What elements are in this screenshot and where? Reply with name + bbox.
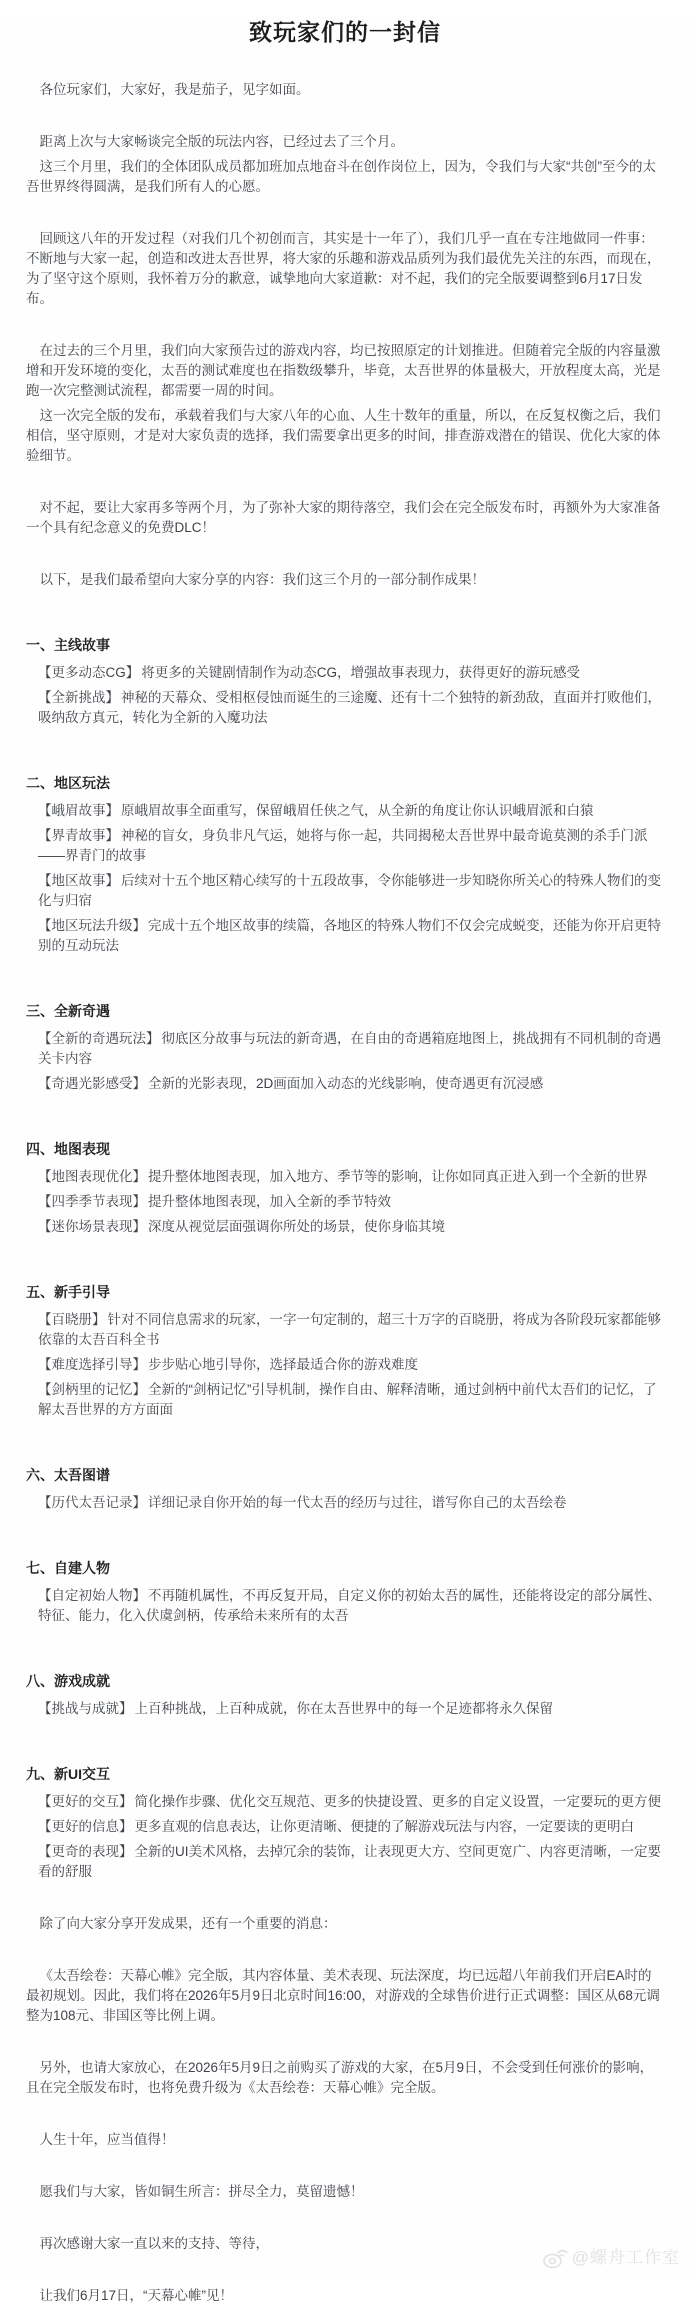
intro-paragraph: 在过去的三个月里，我们向大家预告过的游戏内容，均已按照原定的计划推进。但随着完全版的内容量激增和开发环境的变化，太吾的测试难度也在指数级攀升，毕竟，太吾世界的体量极大，开放程度太高，光是跑一次完整测试流程，都需要一周的时间。 [26,343,661,398]
feature-label: 【难度选择引导】 [38,1357,146,1372]
feature-desc: 步步贴心地引导你，选择最适合你的游戏难度 [148,1357,418,1372]
intro-paragraph: 各位玩家们，大家好，我是茄子，见字如面。 [39,82,310,97]
feature-desc: 彻底区分故事与玩法的新奇遇，在自由的奇遇箱庭地图上，挑战拥有不同机制的奇遇关卡内容 [38,1031,661,1066]
feature-item [38,1493,664,1513]
feature-desc: 将更多的关键剧情制作为动态CG，增强故事表现力，获得更好的游玩感受 [141,665,580,680]
letter-page [0,16,690,2303]
feature-item [38,916,664,956]
closing-paragraph: 另外，也请大家放心，在2026年5月9日之前购买了游戏的大家，在5月9日，不会受到任何涨价的影响，且在完全版发布时，也将免费升级为《太吾绘卷：天幕心帷》完全版。 [26,2060,654,2095]
feature-desc: 提升整体地图表现，加入全新的季节特效 [148,1194,391,1209]
feature-item [38,1029,664,1069]
feature-desc: 针对不同信息需求的玩家，一字一句定制的，超三十万字的百晓册，将成为各阶段玩家都能够依靠的太吾百科全书 [38,1312,661,1347]
feature-desc: 后续对十五个地区精心续写的十五段故事，令你能够进一步知晓你所关心的特殊人物们的变化与归宿 [38,873,661,908]
feature-item [38,1380,664,1420]
feature-item [38,1355,664,1375]
feature-item [38,1192,664,1212]
section-heading: 五、新手引导 [26,1284,110,1300]
feature-label: 【剑柄里的记忆】 [38,1382,146,1397]
feature-desc: 全新的UI美术风格，去掉冗余的装饰，让表现更大方、空间更宽广、内容更清晰，一定要看的舒服 [38,1844,661,1879]
closing-paragraph: 《太吾绘卷：天幕心帷》完全版，其内容体量、美术表现、玩法深度，均已远超八年前我们开启EA时的最初规划。因此，我们将在2026年5月9日北京时间16:00，对游戏的全球售价进行正式调整：国区从68元调整为108元、非国区等比例上调。 [26,1968,660,2023]
feature-item [38,1167,664,1187]
feature-item [38,1842,664,1882]
section-heading: 一、主线故事 [26,637,110,653]
feature-item [38,1586,664,1626]
feature-label: 【奇遇光影感受】 [38,1076,146,1091]
intro-paragraph: 以下，是我们最希望向大家分享的内容：我们这三个月的一部分制作成果！ [39,572,485,587]
feature-label: 【全新挑战】 [38,690,119,705]
feature-label: 【更好的信息】 [38,1819,133,1834]
feature-label: 【四季季节表现】 [38,1194,146,1209]
section-heading: 四、地图表现 [26,1141,110,1157]
section-new-ui [26,1764,664,1882]
feature-desc: 简化操作步骤、优化交互规范、更多的快捷设置、更多的自定义设置，一定要玩的更方便 [134,1794,661,1809]
weibo-icon [542,2247,572,2269]
section-region-gameplay [26,773,664,956]
feature-desc: 全新的光影表现，2D画面加入动态的光线影响，使奇遇更有沉浸感 [148,1076,544,1091]
closing-paragraph: 再次感谢大家一直以来的支持、等待， [39,2236,269,2251]
feature-label: 【界青故事】 [38,828,119,843]
intro-paragraph: 对不起，要让大家再多等两个月，为了弥补大家的期待落空，我们会在完全版发布时，再额外为大家准备一个具有纪念意义的免费DLC！ [26,500,661,535]
feature-item [38,1074,664,1094]
feature-desc: 神秘的盲女，身负非凡气运，她将与你一起，共同揭秘太吾世界中最奇诡莫测的杀手门派——界青门的故事 [38,828,648,863]
feature-label: 【自定初始人物】 [38,1588,146,1603]
section-heading: 六、太吾图谱 [26,1467,110,1483]
section-achievements [26,1671,664,1719]
feature-item [38,1310,664,1350]
feature-label: 【更好的交互】 [38,1794,133,1809]
section-newbie-guide [26,1282,664,1420]
section-main-story [26,635,664,728]
watermark [542,2247,680,2269]
feature-label: 【迷你场景表现】 [38,1219,146,1234]
feature-desc: 不再随机属性，不再反复开局，自定义你的初始太吾的属性，还能将设定的部分属性、特征、能力，化入伏虞剑柄，传承给未来所有的太吾 [38,1588,661,1623]
feature-item [38,1699,664,1719]
intro-paragraph: 这一次完全版的发布，承载着我们与大家八年的心血、人生十数年的重量，所以，在反复权衡之后，我们相信，坚守原则，才是对大家负责的选择，我们需要拿出更多的时间，排查游戏潜在的错误、优化大家的体验细节。 [26,408,661,463]
section-heading: 八、游戏成就 [26,1673,110,1689]
intro-paragraph: 距离上次与大家畅谈完全版的玩法内容，已经过去了三个月。 [39,134,404,149]
feature-label: 【峨眉故事】 [38,803,119,818]
feature-item [38,688,664,728]
feature-desc: 详细记录自你开始的每一代太吾的经历与过往，谱写你自己的太吾绘卷 [148,1495,567,1510]
section-taiwu-atlas [26,1465,664,1513]
feature-item [38,1817,664,1837]
feature-desc: 更多直观的信息表达，让你更清晰、便捷的了解游戏玩法与内容，一定要读的更明白 [134,1819,634,1834]
section-heading: 七、自建人物 [26,1560,110,1576]
letter-title: 致玩家们的一封信 [249,19,441,45]
closing-paragraph: 除了向大家分享开发成果，还有一个重要的消息： [39,1916,337,1931]
feature-item [38,1792,664,1812]
intro-paragraph: 回顾这八年的开发过程（对我们几个初创而言，其实是十一年了），我们几乎一直在专注地做同一件事：不断地与大家一起，创造和改进太吾世界，将大家的乐趣和游戏品质列为我们最优先关注的东西，而现在，为了坚守这个原则，我怀着万分的歉意，诚挚地向大家道歉：对不起，我们的完全版要调整到6月17日发布。 [26,231,661,306]
feature-desc: 神秘的天幕众、受相枢侵蚀而诞生的三途魔、还有十二个独特的新劲敌，直面并打败他们，吸纳敌方真元，转化为全新的入魔功法 [38,690,661,725]
watermark-text: @螺舟工作室 [571,2248,680,2267]
closing-paragraph: 人生十年，应当值得！ [39,2132,175,2147]
feature-item [38,826,664,866]
feature-item [38,871,664,911]
section-map-visuals [26,1139,664,1237]
feature-item [38,663,664,683]
feature-desc: 提升整体地图表现，加入地方、季节等的影响，让你如同真正进入到一个全新的世界 [148,1169,648,1184]
feature-label: 【全新的奇遇玩法】 [38,1031,160,1046]
feature-desc: 原峨眉故事全面重写，保留峨眉任侠之气，从全新的角度让你认识峨眉派和白猿 [121,803,594,818]
feature-label: 【更奇的表现】 [38,1844,133,1859]
section-heading: 九、新UI交互 [26,1766,110,1782]
feature-desc: 全新的“剑柄记忆”引导机制，操作自由、解释清晰，通过剑柄中前代太吾们的记忆，了解太吾世界的方方面面 [38,1382,657,1417]
feature-label: 【地区玩法升级】 [38,918,146,933]
feature-desc: 上百种挑战，上百种成就，你在太吾世界中的每一个足迹都将永久保留 [134,1701,553,1716]
feature-label: 【百晓册】 [38,1312,106,1327]
intro-paragraph: 这三个月里，我们的全体团队成员都加班加点地奋斗在创作岗位上，因为，令我们与大家“共创”至今的太吾世界终得圆满，是我们所有人的心愿。 [26,159,656,194]
section-heading: 二、地区玩法 [26,775,110,791]
closing-paragraph: 愿我们与大家，皆如铜生所言：拼尽全力，莫留遗憾！ [39,2184,364,2199]
section-heading: 三、全新奇遇 [26,1003,110,1019]
feature-label: 【挑战与成就】 [38,1701,133,1716]
closing-paragraph: 让我们6月17日，“天幕心帷”见！ [39,2288,234,2303]
feature-desc: 完成十五个地区故事的续篇，各地区的特殊人物们不仅会完成蜕变，还能为你开启更特别的互动玩法 [38,918,661,953]
feature-desc: 深度从视觉层面强调你所处的场景，使你身临其境 [148,1219,445,1234]
feature-label: 【地区故事】 [38,873,119,888]
feature-label: 【历代太吾记录】 [38,1495,146,1510]
feature-item [38,1217,664,1237]
section-custom-character [26,1558,664,1626]
feature-item [38,801,664,821]
feature-label: 【更多动态CG】 [38,665,140,680]
section-new-encounters [26,1001,664,1094]
feature-label: 【地图表现优化】 [38,1169,146,1184]
